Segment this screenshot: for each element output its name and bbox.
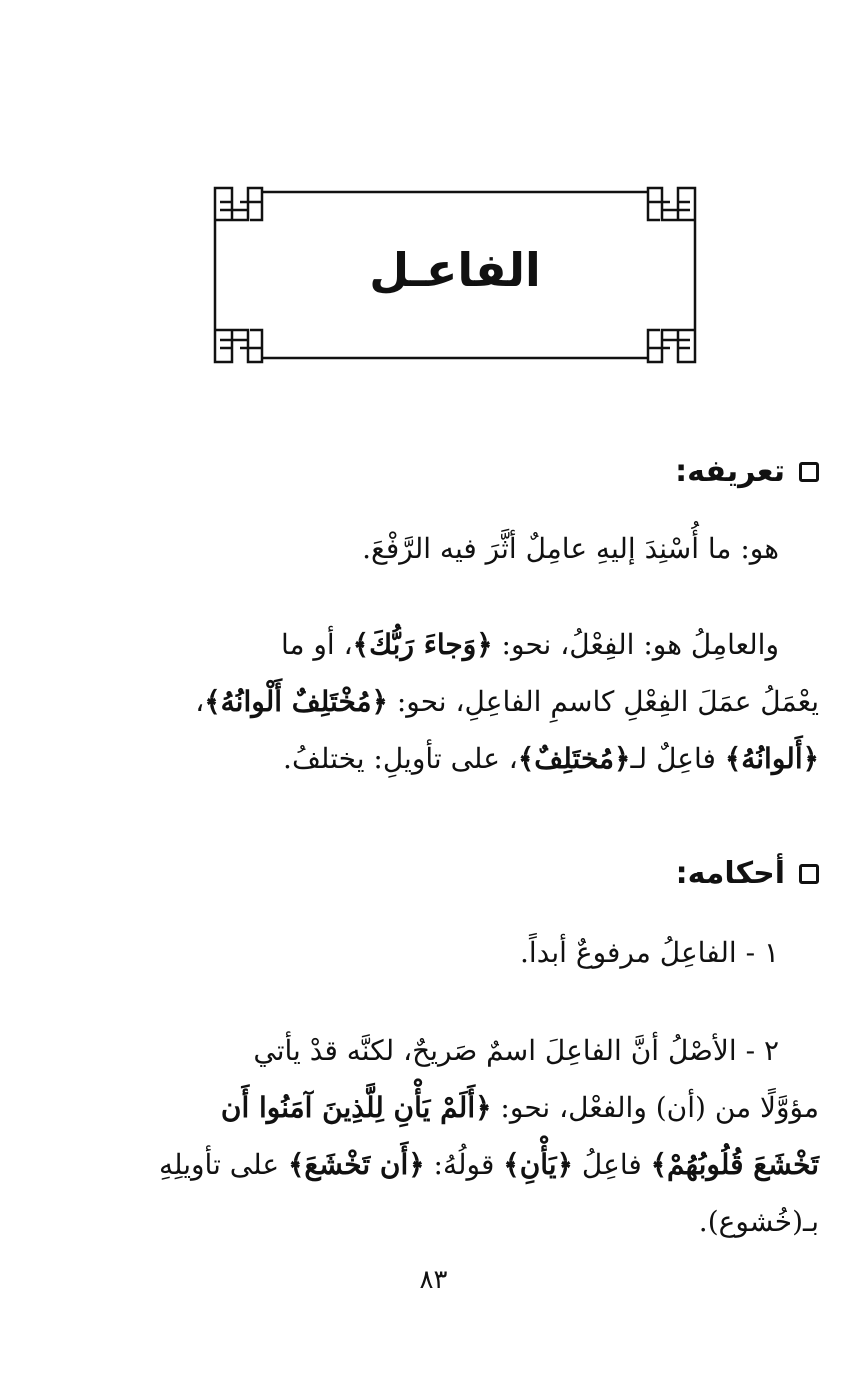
rule-2-line-3: تَخْشَعَ قُلُوبُهُمْ﴾ فاعِلُ ﴿يَأْنِ﴾ قولُهُ: ﴿أَن تَخْشَعَ﴾ على تأويلِهِ xyxy=(158,1148,819,1181)
chapter-title-frame xyxy=(210,180,700,370)
quran-quote: ﴿مُخْتَلِفٌ أَلْوانُهُ﴾ xyxy=(204,685,388,718)
elaboration-line-2: يعْمَلُ عمَلَ الفِعْلِ كاسمِ الفاعِلِ، نحو: ﴿مُخْتَلِفٌ أَلْوانُهُ﴾، xyxy=(195,685,819,718)
rule-1 xyxy=(48,924,819,981)
quran-quote: ﴿أَن تَخْشَعَ﴾ xyxy=(288,1148,425,1181)
definition-heading-label: تعريفه: xyxy=(675,454,785,489)
quran-quote: ﴿أَلَمْ يَأْنِ لِلَّذِينَ آمَنُوا أَن xyxy=(220,1091,492,1124)
definition-heading xyxy=(675,452,819,492)
rule-2-line-1: ٢ - الأصْلُ أنَّ الفاعِلَ اسمٌ صَريحٌ، لكنَّه قدْ يأتي xyxy=(253,1034,779,1067)
rule-2-line-2: مؤوَّلًا من (أن) والفعْل، نحو: ﴿أَلَمْ يَأْنِ لِلَّذِينَ آمَنُوا أَن xyxy=(220,1091,819,1124)
rule-1-text: ١ - الفاعِلُ مرفوعٌ أبداً. xyxy=(520,936,779,969)
definition-elaboration xyxy=(48,616,819,787)
page-number: ٨٣ xyxy=(419,1265,448,1295)
definition-text xyxy=(48,520,819,577)
quran-quote: تَخْشَعَ قُلُوبُهُمْ﴾ xyxy=(650,1148,819,1181)
rule-2-line-4: بـ(خُشوع). xyxy=(698,1205,819,1238)
definition-line: هو: ما أُسْنِدَ إليهِ عامِلٌ أثَّرَ فيه الرَّفْعَ. xyxy=(362,532,779,565)
chapter-title: الفاعـل xyxy=(369,243,541,297)
quran-quote: ﴿وَجاءَ رَبُّكَ﴾ xyxy=(352,628,493,661)
elaboration-line-3: ﴿أَلوانُهُ﴾ فاعِلٌ لـ﴿مُختَلِفٌ﴾، على تأويلِ: يختلفُ. xyxy=(283,742,819,775)
elaboration-line-1: والعامِلُ هو: الفِعْلُ، نحو: ﴿وَجاءَ رَبُّكَ﴾، أو ما xyxy=(280,628,779,661)
quran-quote: ﴿مُختَلِفٌ﴾ xyxy=(517,742,631,775)
rule-2 xyxy=(48,1022,819,1250)
quran-quote: ﴿يَأْنِ﴾ xyxy=(503,1148,573,1181)
quran-quote: ﴿أَلوانُهُ﴾ xyxy=(724,742,819,775)
checkbox-bullet-icon xyxy=(799,462,819,482)
rulings-heading-label: أحكامه: xyxy=(675,856,785,891)
checkbox-bullet-icon xyxy=(799,864,819,884)
rulings-heading xyxy=(676,854,819,894)
